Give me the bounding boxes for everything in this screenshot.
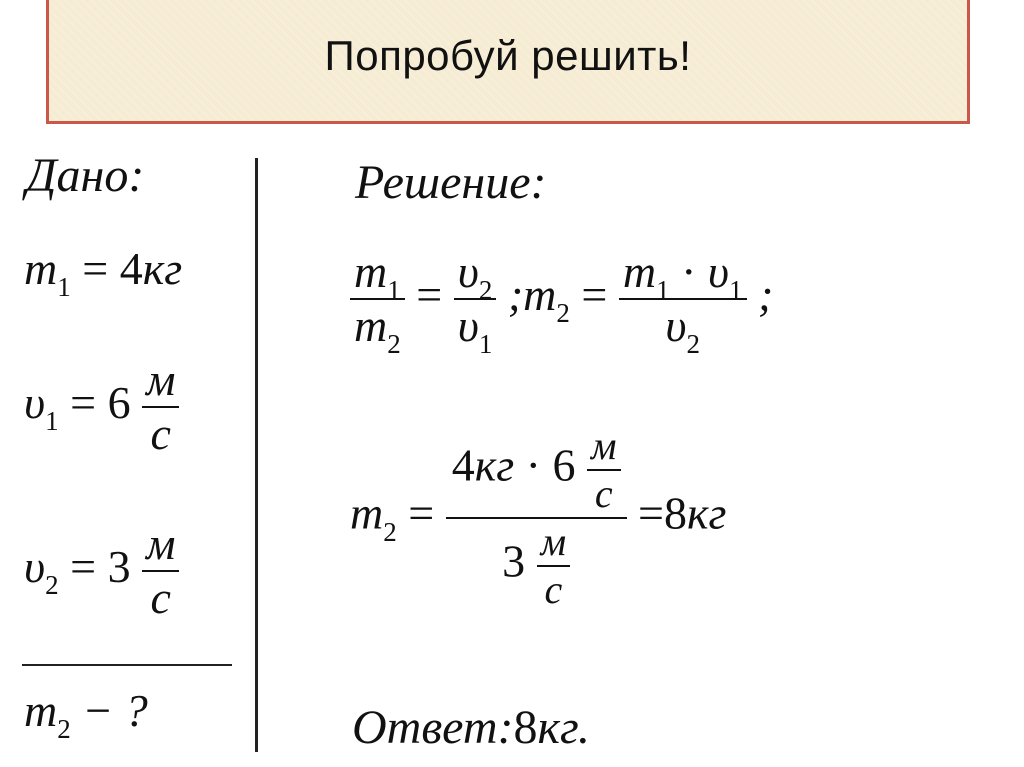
- title-banner: [46, 0, 970, 124]
- calc-lhs-symbol: m: [350, 487, 384, 539]
- calc-den-unit-fraction: [537, 521, 571, 611]
- ratio-left-fraction: [350, 246, 405, 360]
- given-heading: Дано:: [26, 149, 145, 202]
- given-v1: [24, 356, 179, 459]
- v2-unit-num: м: [146, 518, 176, 569]
- formula-den-symbol: υ: [665, 300, 687, 352]
- v2-symbol: υ: [24, 540, 46, 592]
- calc-result-equals: =: [638, 487, 664, 539]
- v1-unit-den: с: [150, 408, 171, 460]
- formula-num-b-symbol: υ: [707, 246, 730, 297]
- calc-num-value2: 6: [552, 439, 576, 491]
- calc-num-unit: кг: [474, 439, 515, 491]
- ratio-right-num-subscript: 2: [478, 275, 493, 305]
- given-m1: [24, 242, 183, 302]
- calculation-equation: [350, 425, 726, 611]
- formula-num-a-subscript: 1: [656, 275, 670, 305]
- v1-unit-fraction: [142, 356, 179, 459]
- answer-unit: кг.: [537, 701, 591, 754]
- v1-value: 6: [107, 376, 131, 428]
- ratio-left-den-symbol: m: [354, 300, 388, 352]
- m1-unit: кг: [142, 243, 183, 294]
- ratio-left-num-symbol: m: [354, 246, 388, 297]
- ratio-right-den-symbol: υ: [457, 300, 479, 352]
- ratio-separator: ;: [507, 268, 524, 320]
- calc-num-unit-den: с: [594, 471, 613, 516]
- formula-den-subscript: 2: [686, 329, 700, 360]
- formula-lhs-subscript: 2: [556, 297, 570, 328]
- m1-equals: =: [82, 243, 109, 294]
- calc-result-unit: кг: [686, 487, 727, 539]
- given-v2: [24, 520, 179, 623]
- v1-equals: =: [70, 376, 97, 428]
- v2-value: 3: [107, 540, 131, 592]
- calc-result-value: 8: [663, 487, 687, 539]
- formula-num-b-subscript: 1: [729, 275, 743, 305]
- formula-lhs-symbol: m: [523, 268, 557, 320]
- calc-equals: =: [408, 487, 435, 539]
- formula-dot: ·: [681, 246, 697, 297]
- ratio-left-den-subscript: 2: [387, 329, 401, 360]
- ratio-left-num-subscript: 1: [387, 275, 401, 305]
- answer-value: 8: [513, 701, 538, 754]
- ratio-right-fraction: [454, 246, 497, 360]
- calc-den-unit-den: с: [544, 567, 563, 612]
- calc-den-value: 3: [502, 535, 526, 587]
- column-divider: [255, 158, 258, 752]
- calc-main-bar: [446, 517, 627, 519]
- find-subscript: 2: [57, 714, 71, 744]
- calc-num-unit-fraction: [587, 425, 621, 515]
- ratio-equals: =: [416, 268, 443, 320]
- formula-num-a-symbol: m: [622, 246, 657, 297]
- v2-subscript: 2: [45, 569, 59, 600]
- formula-end: ;: [758, 268, 774, 320]
- m1-value: 4: [119, 243, 143, 294]
- ratio-equation: [350, 246, 774, 360]
- ratio-right-den-subscript: 1: [478, 329, 493, 360]
- v1-unit-num: м: [146, 354, 176, 405]
- calc-num-value: 4: [451, 439, 475, 491]
- slide-title: Попробуй решить!: [324, 31, 692, 79]
- find-symbol: m: [24, 685, 58, 736]
- calc-den-unit-num: м: [540, 519, 567, 564]
- given-separator-line: [22, 664, 232, 666]
- find-question: − ?: [82, 685, 148, 736]
- ratio-right-num-symbol: υ: [457, 246, 479, 297]
- answer-label: Ответ:: [352, 701, 514, 754]
- calc-num-unit-num: м: [590, 423, 617, 468]
- v1-symbol: υ: [24, 376, 46, 428]
- v2-unit-fraction: [142, 520, 179, 623]
- v2-unit-den: с: [150, 572, 171, 624]
- solution-heading: Решение:: [355, 156, 547, 209]
- m1-subscript: 1: [57, 272, 71, 302]
- answer-line: [352, 700, 590, 755]
- calc-lhs-subscript: 2: [383, 516, 397, 547]
- v1-subscript: 1: [45, 405, 59, 436]
- given-find: [24, 684, 148, 744]
- calc-num-dot: ·: [525, 439, 541, 491]
- formula-equals: =: [581, 268, 608, 320]
- calc-main-fraction: [446, 425, 627, 611]
- formula-fraction: [619, 246, 747, 360]
- v2-equals: =: [70, 540, 97, 592]
- m1-symbol: m: [24, 243, 58, 294]
